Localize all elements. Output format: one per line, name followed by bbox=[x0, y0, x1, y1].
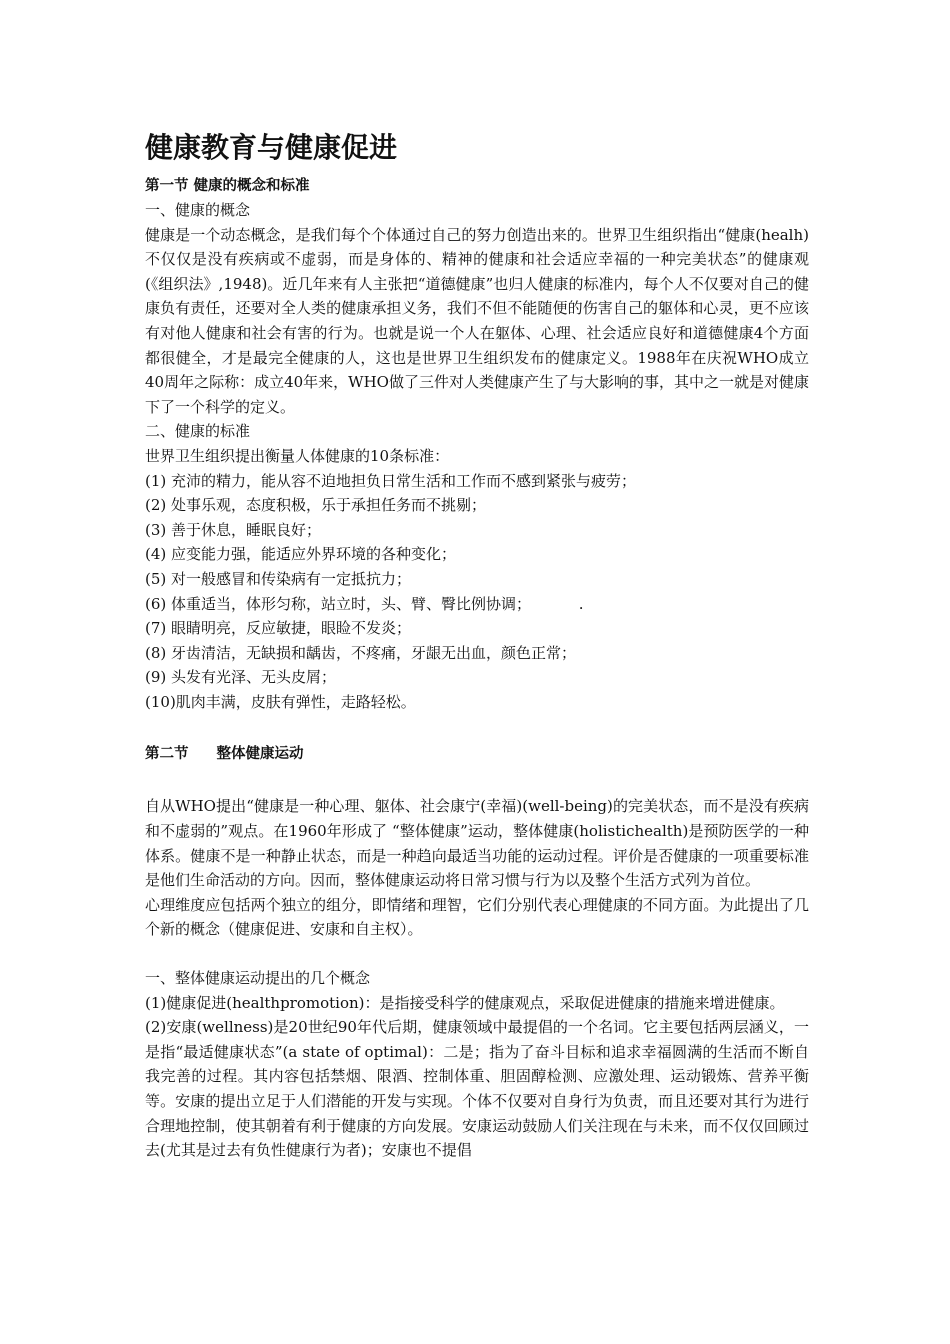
list-item: (1) 充沛的精力，能从容不迫地担负日常生活和工作而不感到紧张与疲劳； bbox=[145, 471, 637, 490]
section1-heading: 第一节 健康的概念和标准 bbox=[145, 178, 310, 194]
section1-subheading-standards: 二、健康的标准 bbox=[145, 422, 251, 441]
section2-heading bbox=[145, 742, 809, 766]
section1-paragraph-concept: 健康是一个动态概念，是我们每个个体通过自己的努力创造出来的。世界卫生组织指出“健康(healh)不仅仅是没有疾病或不虚弱，而是身体的、精神的健康和社会适应幸福的一种完美状态”的健康观(《组织法》,1948)。近几年来有人主张把“道德健康”也归人健康的标准内，每个人不仅要对自己的健康负有责任，还要对全人类的健康承担义务，我们不但不能随便的伤害自己的躯体和心灵，更不应该有对他人健康和社会有害的行为。也就是说一个人在躯体、心理、社会适应良好和道德健康4个方面都很健全，才是最完全健康的人，这也是世界卫生组织发布的健康定义。1988年在庆祝WHO成立40周年之际称：成立40年来，WHO做了三件对人类健康产生了与大影响的事，其中之一就是对健康下了一个科学的定义。 bbox=[145, 225, 809, 416]
list-item: (4) 应变能力强，能适应外界环境的各种变化； bbox=[145, 545, 457, 564]
list-item: (3) 善于休息，睡眠良好； bbox=[145, 520, 322, 539]
standards-list bbox=[145, 469, 809, 715]
list-item: (8) 牙齿清洁，无缺损和龋齿，不疼痛，牙龈无出血，颜色正常； bbox=[145, 643, 577, 662]
concept-item-health-promotion: (1)健康促进(healthpromotion)：是指接受科学的健康观点，采取促进健康的措施来增进健康。 bbox=[145, 993, 785, 1012]
standards-intro: 世界卫生组织提出衡量人体健康的10条标准： bbox=[145, 446, 450, 465]
document-page bbox=[145, 128, 809, 1163]
concept-item-wellness: (2)安康(wellness)是20世纪90年代后期，健康领域中最提倡的一个名词。它主要包括两层涵义，一是指“最适健康状态”(a state of optimal)：二是；指为了奋斗目标和追求幸福圆满的生活而不断自我完善的过程。其内容包括禁烟、限酒、控制体重、胆固醇检测、应激处理、运动锻炼、营养平衡等。安康的提出立足于人们潜能的开发与实现。个体不仅要对自身行为负责，而且还要对其行为进行合理地控制，使其朝着有利于健康的方向发展。安康运动鼓励人们关注现在与未来，而不仅仅回顾过去(尤其是过去有负性健康行为者)；安康也不提倡 bbox=[145, 1018, 809, 1160]
document-title: 健康教育与健康促进 bbox=[145, 131, 398, 164]
list-item: (10)肌肉丰满，皮肤有弹性，走路轻松。 bbox=[145, 692, 416, 711]
section2-heading-number: 第二节 bbox=[145, 746, 189, 763]
spacer bbox=[145, 942, 809, 966]
list-item: (9) 头发有光泽、无头皮屑； bbox=[145, 668, 337, 687]
section2-subheading-concepts: 一、整体健康运动提出的几个概念 bbox=[145, 969, 371, 988]
list-item: (6) 体重适当，体形匀称，站立时，头、臂、臀比例协调； . bbox=[145, 594, 584, 613]
list-item: (7) 眼睛明亮，反应敏捷，眼睑不发炎； bbox=[145, 619, 412, 638]
spacer bbox=[145, 766, 809, 794]
section1-subheading-concept: 一、健康的概念 bbox=[145, 201, 251, 219]
list-item: (2) 处事乐观，态度积极，乐于承担任务而不挑剔； bbox=[145, 496, 487, 515]
section2-paragraph-psych: 心理维度应包括两个独立的组分，即情绪和理智，它们分别代表心理健康的不同方面。为此提出了几个新的概念（健康促进、安康和自主权）。 bbox=[145, 895, 809, 939]
section2-paragraph-intro: 自从WHO提出“健康是一种心理、躯体、社会康宁(幸福)(well-being)的完美状态，而不是没有疾病和不虚弱的”观点。在1960年形成了 “整体健康”运动，整体健康(holistichealth)是预防医学的一种体系。健康不是一种静止状态，而是一种趋向最适当功能的运动过程。评价是否健康的一项重要标准是他们生命活动的方向。因而，整体健康运动将日常习惯与行为以及整个生活方式列为首位。 bbox=[145, 797, 809, 890]
spacer bbox=[145, 714, 809, 742]
section2-heading-title: 整体健康运动 bbox=[216, 746, 304, 763]
list-item: (5) 对一般感冒和传染病有一定抵抗力； bbox=[145, 569, 412, 588]
